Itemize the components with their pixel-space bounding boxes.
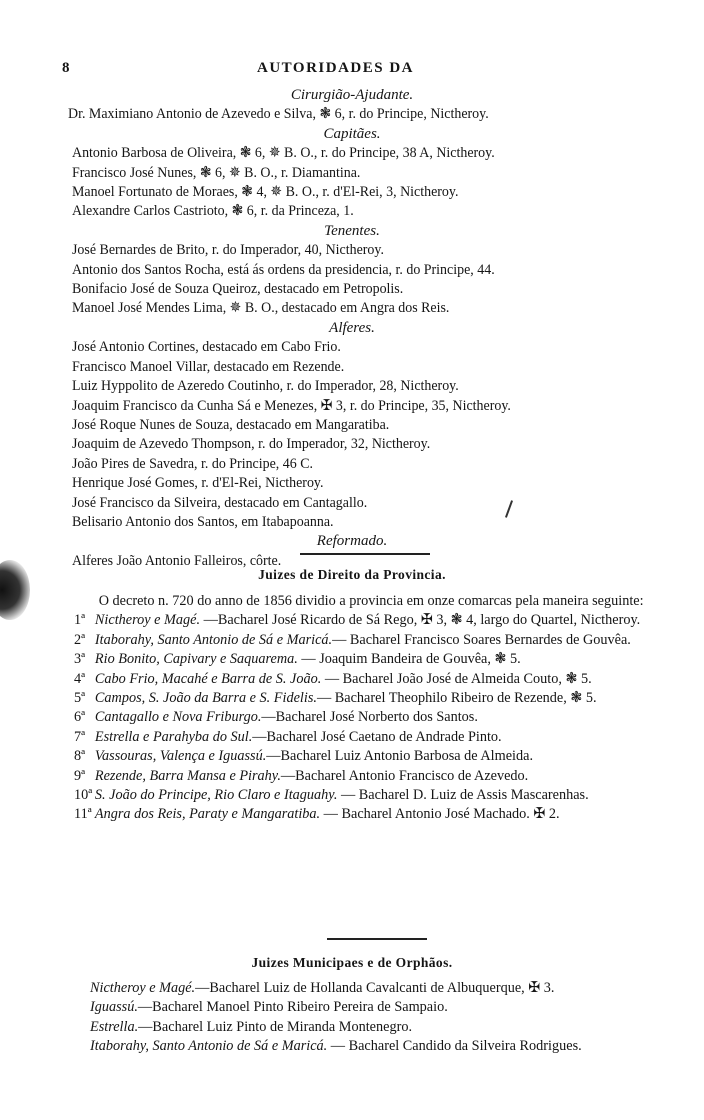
officer-entry: José Bernardes de Brito, r. do Imperador, 40, Nictheroy.: [72, 242, 384, 259]
page-number: 8: [62, 60, 70, 76]
rank-heading: Reformado.: [316, 533, 388, 550]
municipal-judge: — Bacharel Candido da Silveira Rodrigues.: [327, 1038, 582, 1055]
municipal-entry: [90, 998, 689, 1017]
officer-entry: Bonifacio José de Souza Queiroz, destacado em Petropolis.: [72, 281, 404, 298]
municipal-entry: [90, 979, 689, 998]
comarca-places: Campos, S. João da Barra e S. Fidelis.: [94, 690, 317, 707]
comarca-entry: [74, 631, 673, 650]
comarca-entry: [74, 689, 673, 708]
comarca-places: Estrella e Parahyba do Sul.: [94, 728, 253, 745]
municipal-entry: [90, 1037, 689, 1056]
officer-entry: Dr. Maximiano Antonio de Azevedo e Silva, ❃ 6, r. do Principe, Nictheroy.: [68, 106, 489, 123]
comarca-judge: — Bacharel D. Luiz de Assis Mascarenhas.: [337, 787, 589, 804]
officer-entry: Henrique José Gomes, r. d'El-Rei, Nictheroy.: [72, 475, 324, 492]
rank-heading: Cirurgião-Ajudante.: [290, 87, 414, 103]
officer-entry: Luiz Hyppolito de Azeredo Coutinho, r. do Imperador, 28, Nictheroy.: [72, 378, 459, 395]
comarca-entry: [74, 670, 673, 689]
comarca-number: 3ª: [74, 651, 86, 668]
comarca-entry: [74, 805, 673, 824]
section-divider: [327, 938, 427, 940]
officer-entry: Belisario Antonio dos Santos, em Itabapoanna.: [72, 513, 334, 530]
comarca-number: 6ª: [74, 709, 86, 726]
comarca-number: 9ª: [74, 767, 86, 784]
comarcas-list: [74, 611, 699, 824]
comarca-entry: [74, 728, 673, 747]
comarca-entry: [74, 650, 673, 669]
officer-entry: Francisco Manoel Villar, destacado em Rezende.: [72, 358, 345, 375]
officer-entry: Joaquim Francisco da Cunha Sá e Menezes, ✠ 3, r. do Principe, 35, Nictheroy.: [72, 397, 511, 414]
comarca-entry: [74, 767, 673, 786]
officer-entry: Manoel José Mendes Lima, ✵ B. O., destacado em Angra dos Reis.: [72, 300, 450, 317]
comarca-number: 11ª: [74, 806, 92, 823]
comarca-number: 2ª: [74, 631, 86, 648]
comarca-places: Rezende, Barra Mansa e Pirahy.: [94, 767, 281, 784]
comarca-places: Cantagallo e Nova Friburgo.: [94, 709, 262, 726]
section-title-juizes-direito: Juizes de Direito da Provincia.: [258, 567, 446, 582]
officer-entry: José Antonio Cortines, destacado em Cabo Frio.: [72, 339, 341, 356]
comarca-entry: [74, 747, 673, 766]
comarca-number: 8ª: [74, 748, 86, 765]
comarca-judge: —Bacharel Antonio Francisco de Azevedo.: [280, 767, 529, 784]
officer-entry: Alferes João Antonio Falleiros, côrte.: [72, 552, 282, 569]
comarca-number: 10ª: [74, 787, 93, 804]
comarca-judge: — Bacharel Theophilo Ribeiro de Rezende, ❃ 5.: [316, 690, 597, 707]
comarca-number: 7ª: [74, 728, 86, 745]
comarca-places: Vassouras, Valença e Iguassú.: [94, 748, 267, 765]
comarca-places: Nictheroy e Magé.: [94, 612, 201, 629]
officer-entry: Francisco José Nunes, ❃ 6, ✵ B. O., r. Diamantina.: [72, 164, 361, 181]
comarca-places: Rio Bonito, Capivary e Saquarema.: [94, 651, 298, 668]
comarca-judge: — Bacharel Francisco Soares Bernardes de Gouvêa.: [332, 631, 631, 648]
comarca-judge: —Bacharel Luiz Antonio Barbosa de Almeida.: [266, 748, 534, 765]
rank-heading: Capitães.: [323, 125, 381, 142]
officer-entry: João Pires de Savedra, r. do Principe, 46 C.: [72, 455, 313, 472]
municipal-judge: —Bacharel Luiz de Hollanda Cavalcanti de Albuquerque, ✠ 3.: [195, 980, 555, 996]
comarca-places: Angra dos Reis, Paraty e Mangaratiba.: [94, 806, 321, 823]
comarca-entry: [74, 708, 673, 727]
comarca-number: 4ª: [74, 670, 86, 687]
section-divider: [300, 553, 430, 555]
section-title-juizes-municipaes: Juizes Municipaes e de Orphãos.: [251, 955, 453, 970]
officers-list: [68, 86, 697, 571]
officer-entry: Antonio Barbosa de Oliveira, ❃ 6, ✵ B. O., r. do Principe, 38 A, Nictheroy.: [72, 145, 495, 162]
rank-heading: Alferes.: [329, 319, 375, 336]
comarca-judge: — Bacharel João José de Almeida Couto, ❃ 5.: [321, 670, 592, 687]
officer-entry: Alexandre Carlos Castrioto, ❃ 6, r. da Princeza, 1.: [72, 203, 354, 220]
municipal-places: Nictheroy e Magé.: [90, 980, 196, 996]
municipal-places: Iguassú.: [90, 999, 138, 1016]
officer-entry: Antonio dos Santos Rocha, está ás ordens da presidencia, r. do Principe, 44.: [72, 261, 495, 278]
comarca-judge: — Joaquim Bandeira de Gouvêa, ❃ 5.: [297, 651, 521, 668]
comarca-judge: —Bacharel José Caetano de Andrade Pinto.: [252, 728, 502, 745]
juizes-direito-block: [74, 592, 699, 825]
municipal-judge: —Bacharel Manoel Pinto Ribeiro Pereira de Sampaio.: [137, 999, 448, 1016]
juizes-municipaes-list: [90, 979, 704, 1057]
scan-edge-smudge: [0, 560, 30, 620]
officer-entry: José Francisco da Silveira, destacado em Cantagallo.: [72, 494, 368, 511]
municipal-places: Itaborahy, Santo Antonio de Sá e Maricá.: [90, 1038, 328, 1055]
comarca-places: S. João do Principe, Rio Claro e Itaguahy.: [94, 787, 338, 804]
comarca-number: 5ª: [74, 690, 86, 707]
comarca-number: 1ª: [74, 612, 86, 629]
rank-heading: Tenentes.: [324, 222, 380, 239]
officer-entry: Joaquim de Azevedo Thompson, r. do Imperador, 32, Nictheroy.: [72, 436, 431, 453]
comarca-entry: [74, 786, 673, 805]
officer-entry: Manoel Fortunato de Moraes, ❃ 4, ✵ B. O., r. d'El-Rei, 3, Nictheroy.: [72, 184, 459, 201]
comarca-judge: —Bacharel José Ricardo de Sá Rego, ✠ 3, ❃ 4, largo do Quartel, Nictheroy.: [200, 612, 641, 629]
running-header: [62, 60, 662, 82]
intro-paragraph: O decreto n. 720 do anno de 1856 dividio a provincia em onze comarcas pela maneira seguinte:: [98, 593, 644, 609]
comarca-places: Itaborahy, Santo Antonio de Sá e Maricá.: [94, 631, 333, 648]
comarca-places: Cabo Frio, Macahé e Barra de S. João.: [94, 670, 322, 687]
municipal-entry: [90, 1018, 689, 1037]
officer-entry: José Roque Nunes de Souza, destacado em Mangaratiba.: [72, 416, 390, 433]
comarca-judge: — Bacharel Antonio José Machado. ✠ 2.: [320, 806, 560, 823]
municipal-places: Estrella.: [90, 1018, 139, 1035]
running-title: AUTORIDADES DA: [257, 60, 414, 76]
comarca-entry: [74, 611, 673, 630]
comarca-judge: —Bacharel José Norberto dos Santos.: [261, 709, 478, 726]
municipal-judge: —Bacharel Luiz Pinto de Miranda Montenegro.: [138, 1018, 413, 1035]
